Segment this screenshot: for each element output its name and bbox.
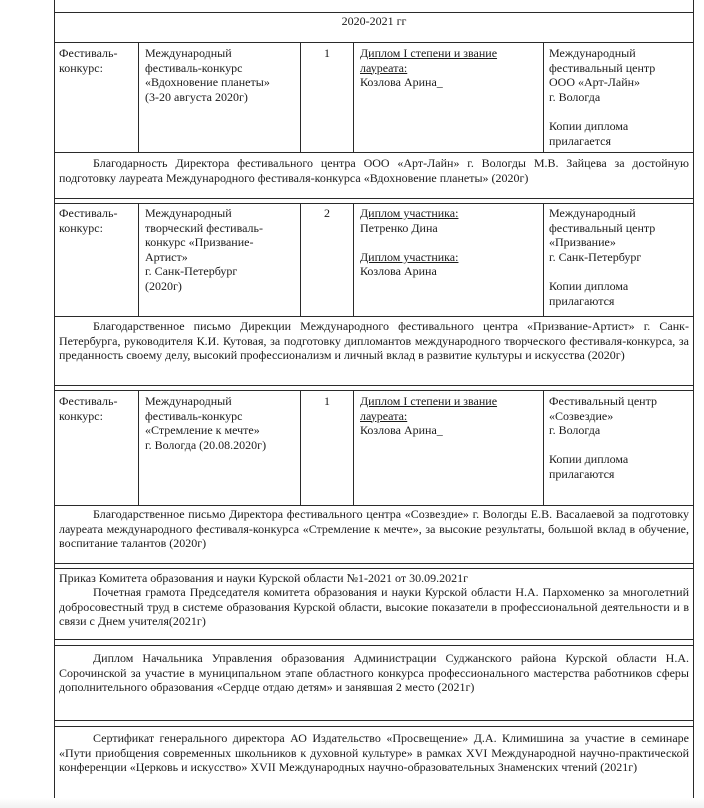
- award-event: Международный фестиваль-конкурс «Вдохновение планеты» (3-20 августа 2020г): [145, 46, 270, 104]
- column-divider: [300, 42, 301, 152]
- award-category: Фестиваль- конкурс:: [59, 206, 118, 235]
- column-divider: [300, 203, 301, 316]
- award-category: Фестиваль- конкурс:: [59, 46, 118, 75]
- award-category: Фестиваль- конкурс:: [59, 394, 118, 423]
- awards-document: [54, 0, 694, 800]
- column-divider: [353, 203, 354, 316]
- award-event: Международный творческий фестиваль- конкурс «Призвание- Артист» г. Санк-Петербург (2020г): [145, 206, 263, 293]
- rule: [55, 316, 693, 317]
- award-results: Диплом I степени и звание лауреата: Козлова Арина_: [360, 46, 498, 90]
- award-results: Диплом I степени и звание лауреата: Козлова Арина_: [360, 394, 498, 438]
- rule: [55, 505, 693, 506]
- record-text: Диплом Начальника Управления образования Администрации Суджанского района Курской области Н.А. Сорочинской за участие в муниципальном этапе областного конкурса профессионального мастерства работников сферы дополнительного образования «Сердце отдаю детям» и занявшая 2 место (2021г): [59, 651, 689, 695]
- column-divider: [353, 390, 354, 505]
- column-divider: [138, 203, 139, 316]
- award-organizer: Международный фестивальный центр «Призвание» г. Санк-Петербург Копии диплома прилагаются: [549, 206, 656, 308]
- rule: [55, 12, 693, 13]
- column-divider: [543, 390, 544, 505]
- column-divider: [138, 42, 139, 152]
- year-header: 2020-2021 гг: [341, 14, 407, 28]
- record-text: Почетная грамота Председателя комитета образования и науки Курской области Н.А. Пархоменко за многолетний добросовестный труд в системе образования Курской области, высокие показатели в профессиональной деятельности и в связи с Днем учителя(2021г): [59, 585, 689, 629]
- rule: [55, 390, 693, 391]
- order-heading: Приказ Комитета образования и науки Курской области №1-2021 от 30.09.2021г: [59, 571, 469, 585]
- rule: [55, 645, 693, 646]
- column-divider: [353, 42, 354, 152]
- rule: [55, 42, 693, 43]
- column-divider: [543, 203, 544, 316]
- award-event: Международный фестиваль-конкурс «Стремление к мечте» г. Вологда (20.08.2020г): [145, 394, 267, 452]
- rule: [55, 385, 693, 386]
- column-divider: [543, 42, 544, 152]
- column-divider: [138, 390, 139, 505]
- award-note: Благодарственное письмо Директора фестивального центра «Созвездие» г. Вологды Е.В. Васалаевой за подготовку лауреата международного фестиваля-конкурса «Стремление к мечте», за высокие результаты, большой вклад в обучение, воспитание талантов (2020г): [59, 507, 689, 551]
- award-count: 1: [324, 394, 330, 408]
- rule: [55, 568, 693, 569]
- award-organizer: Фестивальный центр «Созвездие» г. Вологда Копии диплома прилагаются: [549, 394, 657, 481]
- award-count: 2: [324, 206, 330, 220]
- award-note: Благодарственное письмо Дирекции Международного фестивального центра «Призвание-Артист» г. Санк-Петербурга, руководителя К.И. Кутовая, за подготовку дипломантов международного творческого фестиваля-конкурса, за преданность своему делу, высокий профессионализм и личный вклад в развитие культуры и искусства (2020г): [59, 319, 689, 363]
- rule: [55, 726, 693, 727]
- rule: [55, 198, 693, 199]
- record-text: Сертификат генерального директора АО Издательство «Просвещение» Д.А. Климишина за участие в семинаре «Пути приобщения современных школьников к духовной культуре» в рамках XVI Международной научно-практической конференции «Церковь и искусство» XVII Международных научно-образовательных Знаменских чтений (2021г): [59, 731, 689, 775]
- page-edge: [0, 798, 704, 808]
- rule: [55, 720, 693, 721]
- rule: [55, 563, 693, 564]
- rule: [55, 203, 693, 204]
- rule: [55, 639, 693, 640]
- column-divider: [300, 390, 301, 505]
- award-results: Диплом участника: Петренко Дина Диплом участника: Козлова Арина: [360, 206, 459, 279]
- rule: [55, 152, 693, 153]
- award-count: 1: [324, 46, 330, 60]
- award-organizer: Международный фестивальный центр ООО «Арт-Лайн» г. Вологда Копии диплома прилагается: [549, 46, 656, 148]
- award-note: Благодарность Директора фестивального центра ООО «Арт-Лайн» г. Вологды М.В. Зайцева за достойную подготовку лауреата Международного фестиваля-конкурса «Вдохновение планеты» (2020г): [59, 156, 689, 185]
